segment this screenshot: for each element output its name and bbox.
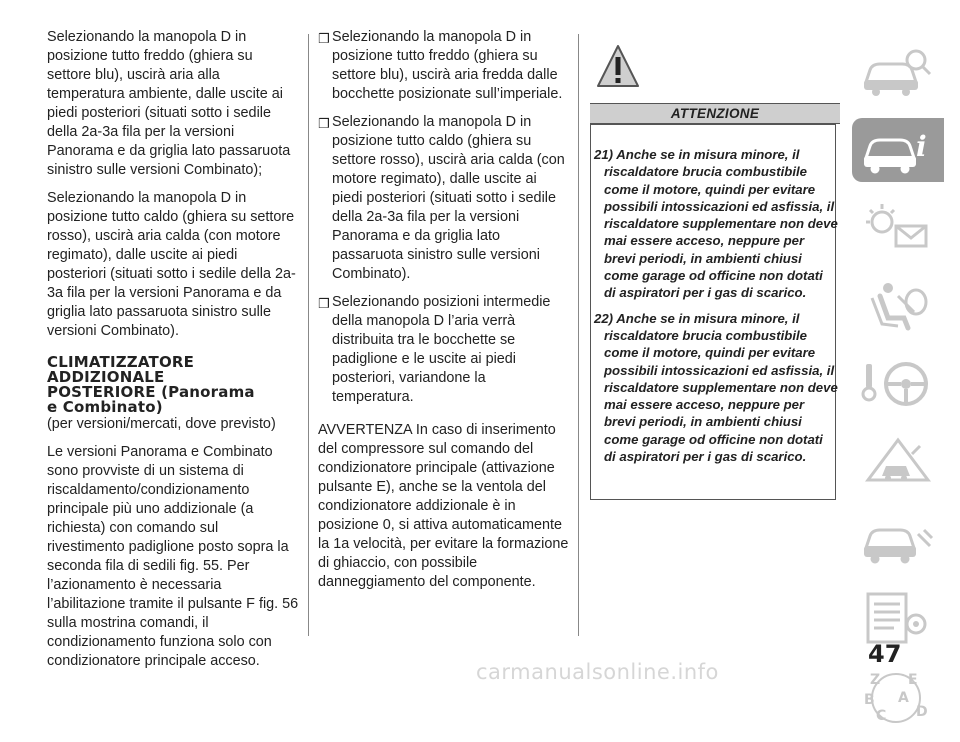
tab-vehicle-overview[interactable] (852, 40, 944, 104)
tab-dashboard-lights[interactable] (852, 196, 944, 260)
column-divider-left (308, 34, 309, 636)
section-heading (47, 355, 299, 415)
index-letter: Z (870, 672, 881, 688)
heading-line-4: e Combinato) (47, 398, 163, 416)
tab-maintenance[interactable] (852, 508, 944, 572)
car-search-icon (858, 44, 938, 100)
warning-triangle-icon (596, 44, 640, 90)
heading-line-3: POSTERIORE (Panorama (47, 383, 255, 401)
tab-safety[interactable] (852, 274, 944, 338)
tab-emergency[interactable] (852, 430, 944, 494)
road-emergency-icon (858, 434, 938, 490)
paragraph-cold-setting: Selezionando la manopola D in posizione tutto freddo (ghiera su settore blu), uscirà aria alla temperatura ambiente, dalle uscite ai piedi posteriori (situati sotto i sedile della 2a-3a fila per la versioni Panorama e da griglia lato passaruota sinistro sulle versioni Combinato); (47, 29, 291, 178)
index-letter: B (864, 692, 875, 708)
warning-item-text: Anche se in misura minore, il riscaldatore brucia combustibile come il motore, quindi per evitare possibili intossicazioni ed asfissia, il riscaldatore supplementare non deve mai essere acceso, neppure per brevi periodi, in ambienti chiusi come garage od officine non dotati di aspiratori per i gas di scarico. (604, 310, 838, 465)
text-column-middle (318, 28, 570, 601)
bullet-item (318, 293, 570, 407)
index-letter: D (916, 704, 928, 720)
steering-wheel-key-icon (858, 356, 938, 412)
paragraph-hot-setting: Selezionando la manopola D in posizione tutto caldo (ghiera su settore rosso), uscirà aria calda (con motore regimato), dalle uscite ai piedi posteriori (situati sotto i sedile della 2a-3a fila per la versioni Panorama e da griglia lato passaruota sinistro sulle versioni Combinato). (47, 190, 296, 339)
warning-item (594, 146, 838, 302)
warning-text (594, 146, 838, 473)
checkbox-bullet-icon: ❒ (318, 296, 330, 311)
tab-starting-driving[interactable] (852, 352, 944, 416)
car-info-icon (858, 122, 938, 178)
text-column-left (47, 28, 299, 680)
warning-title-bar: ATTENZIONE (590, 103, 840, 124)
index-letter: C (876, 708, 887, 724)
alphabet-index-icon (858, 668, 938, 724)
specs-list-icon (858, 590, 938, 646)
section-subheading: (per versioni/mercati, dove previsto) (47, 416, 276, 432)
heading-line-2: ADDIZIONALE (47, 368, 165, 386)
bullet-item (318, 113, 570, 284)
tab-index[interactable] (852, 664, 944, 728)
page-number: 47 (868, 640, 902, 668)
index-letter: E (908, 672, 918, 688)
note-paragraph: AVVERTENZA In caso di inserimento del compressore sul comando del condizionatore principale (attivazione pulsante E), anche se la ventola del condizionatore addizionale è in posizione 0, si attiva automaticamente la 1a velocità, per evitare la formazione di ghiaccio, con possibile danneggiamento del componente. (318, 422, 569, 590)
chapter-sidebar (852, 40, 944, 742)
warning-lights-icon (858, 200, 938, 256)
bullet-text: Selezionando la manopola D in posizione tutto freddo (ghiera su settore blu), uscirà aria fredda dalle bocchette posizionate sull’imperiale. (332, 29, 563, 102)
checkbox-bullet-icon: ❒ (318, 31, 330, 46)
paragraph-description: Le versioni Panorama e Combinato sono provviste di un sistema di riscaldamento/condizionamento principale più uno addizionale (a richiesta) con comando sul rivestimento padiglione posto sopra la seconda fila di sedili fig. 55. Per l’azionamento è necessaria l’abilitazione tramite il pulsante F fig. 56 sulla mostrina comandi, il condizionamento funziona solo con condizionatore principale acceso. (47, 444, 299, 669)
warning-item (594, 310, 838, 466)
bullet-text: Selezionando posizioni intermedie della manopola D l’aria verrà distribuita tra le bocchette se padiglione e le uscite ai piedi posteriori, variandone la temperatura. (332, 294, 551, 405)
bullet-text: Selezionando la manopola D in posizione tutto caldo (ghiera su settore rosso), uscirà aria calda (con motore regimato), dalle uscite ai piedi posteriori (situati sotto i sedile della 2a-3a fila per la versioni Panorama e da griglia lato passaruota sinistro sulle versioni Combinato). (332, 114, 565, 282)
seat-airbag-icon (858, 278, 938, 334)
svg-text:i: i (916, 130, 927, 163)
checkbox-bullet-icon: ❒ (318, 116, 330, 131)
warning-item-number: 22) (594, 310, 614, 326)
index-letter: A (898, 690, 909, 706)
watermark: carmanualsonline.info (476, 660, 719, 684)
car-service-icon (858, 512, 938, 568)
tab-knowing-vehicle[interactable] (852, 118, 944, 182)
column-divider-right (578, 34, 579, 636)
heading-line-1: CLIMATIZZATORE (47, 353, 195, 371)
warning-item-number: 21) (594, 147, 614, 162)
warning-item-text: Anche se in misura minore, il riscaldatore brucia combustibile come il motore, quindi per evitare possibili intossicazioni ed asfissia, il riscaldatore supplementare non deve mai essere acceso, neppure per brevi periodi, in ambienti chiusi come garage od officine non dotati di aspiratori per i gas di scarico. (604, 147, 838, 301)
bullet-item (318, 28, 570, 104)
